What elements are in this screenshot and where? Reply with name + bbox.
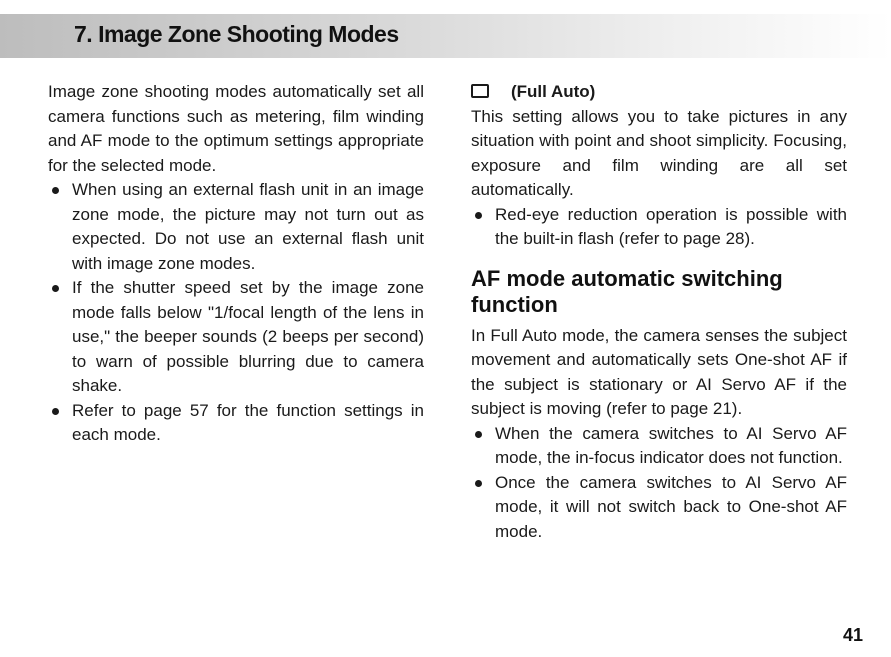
list-item: When the camera switches to AI Servo AF mode, the in-focus indicator does not function. bbox=[471, 422, 847, 471]
list-item: Red-eye reduction operation is possible with the built-in flash (refer to page 28). bbox=[471, 203, 847, 252]
intro-paragraph: Image zone shooting modes automatically set all camera functions such as metering, film winding and AF mode to the optimum settings appropriate for the selected mode. bbox=[48, 82, 424, 175]
right-column bbox=[471, 80, 847, 544]
left-column bbox=[48, 80, 424, 448]
af-switching-heading: AF mode automatic switching function bbox=[471, 265, 783, 317]
full-auto-description: This setting allows you to take pictures in any situation with point and shoot simplicity. Focusing, exposure and film winding are all set automatically. bbox=[471, 106, 847, 199]
af-bullet-list bbox=[471, 422, 847, 545]
section-header bbox=[0, 14, 891, 58]
full-auto-bullet-list bbox=[471, 203, 847, 252]
full-auto-heading bbox=[471, 80, 847, 105]
page-number: 41 bbox=[842, 625, 863, 645]
list-item: Once the camera switches to AI Servo AF mode, it will not switch back to One-shot AF mode. bbox=[471, 471, 847, 545]
af-switching-paragraph: In Full Auto mode, the camera senses the subject movement and automatically sets One-shot AF if the subject is stationary or AI Servo AF if the subject is moving (refer to page 21). bbox=[471, 325, 847, 418]
full-auto-rectangle-icon bbox=[471, 84, 489, 98]
list-item: If the shutter speed set by the image zone mode falls below "1/focal length of the lens in use," the beeper sounds (2 beeps per second) to warn of possible blurring due to camera shake. bbox=[48, 276, 424, 399]
full-auto-title: (Full Auto) bbox=[511, 82, 596, 101]
list-item: When using an external flash unit in an image zone mode, the picture may not turn out as expected. Do not use an external flash unit with image zone modes. bbox=[48, 178, 424, 276]
left-bullet-list bbox=[48, 178, 424, 448]
list-item: Refer to page 57 for the function settings in each mode. bbox=[48, 399, 424, 448]
page-title: 7. Image Zone Shooting Modes bbox=[74, 21, 399, 47]
